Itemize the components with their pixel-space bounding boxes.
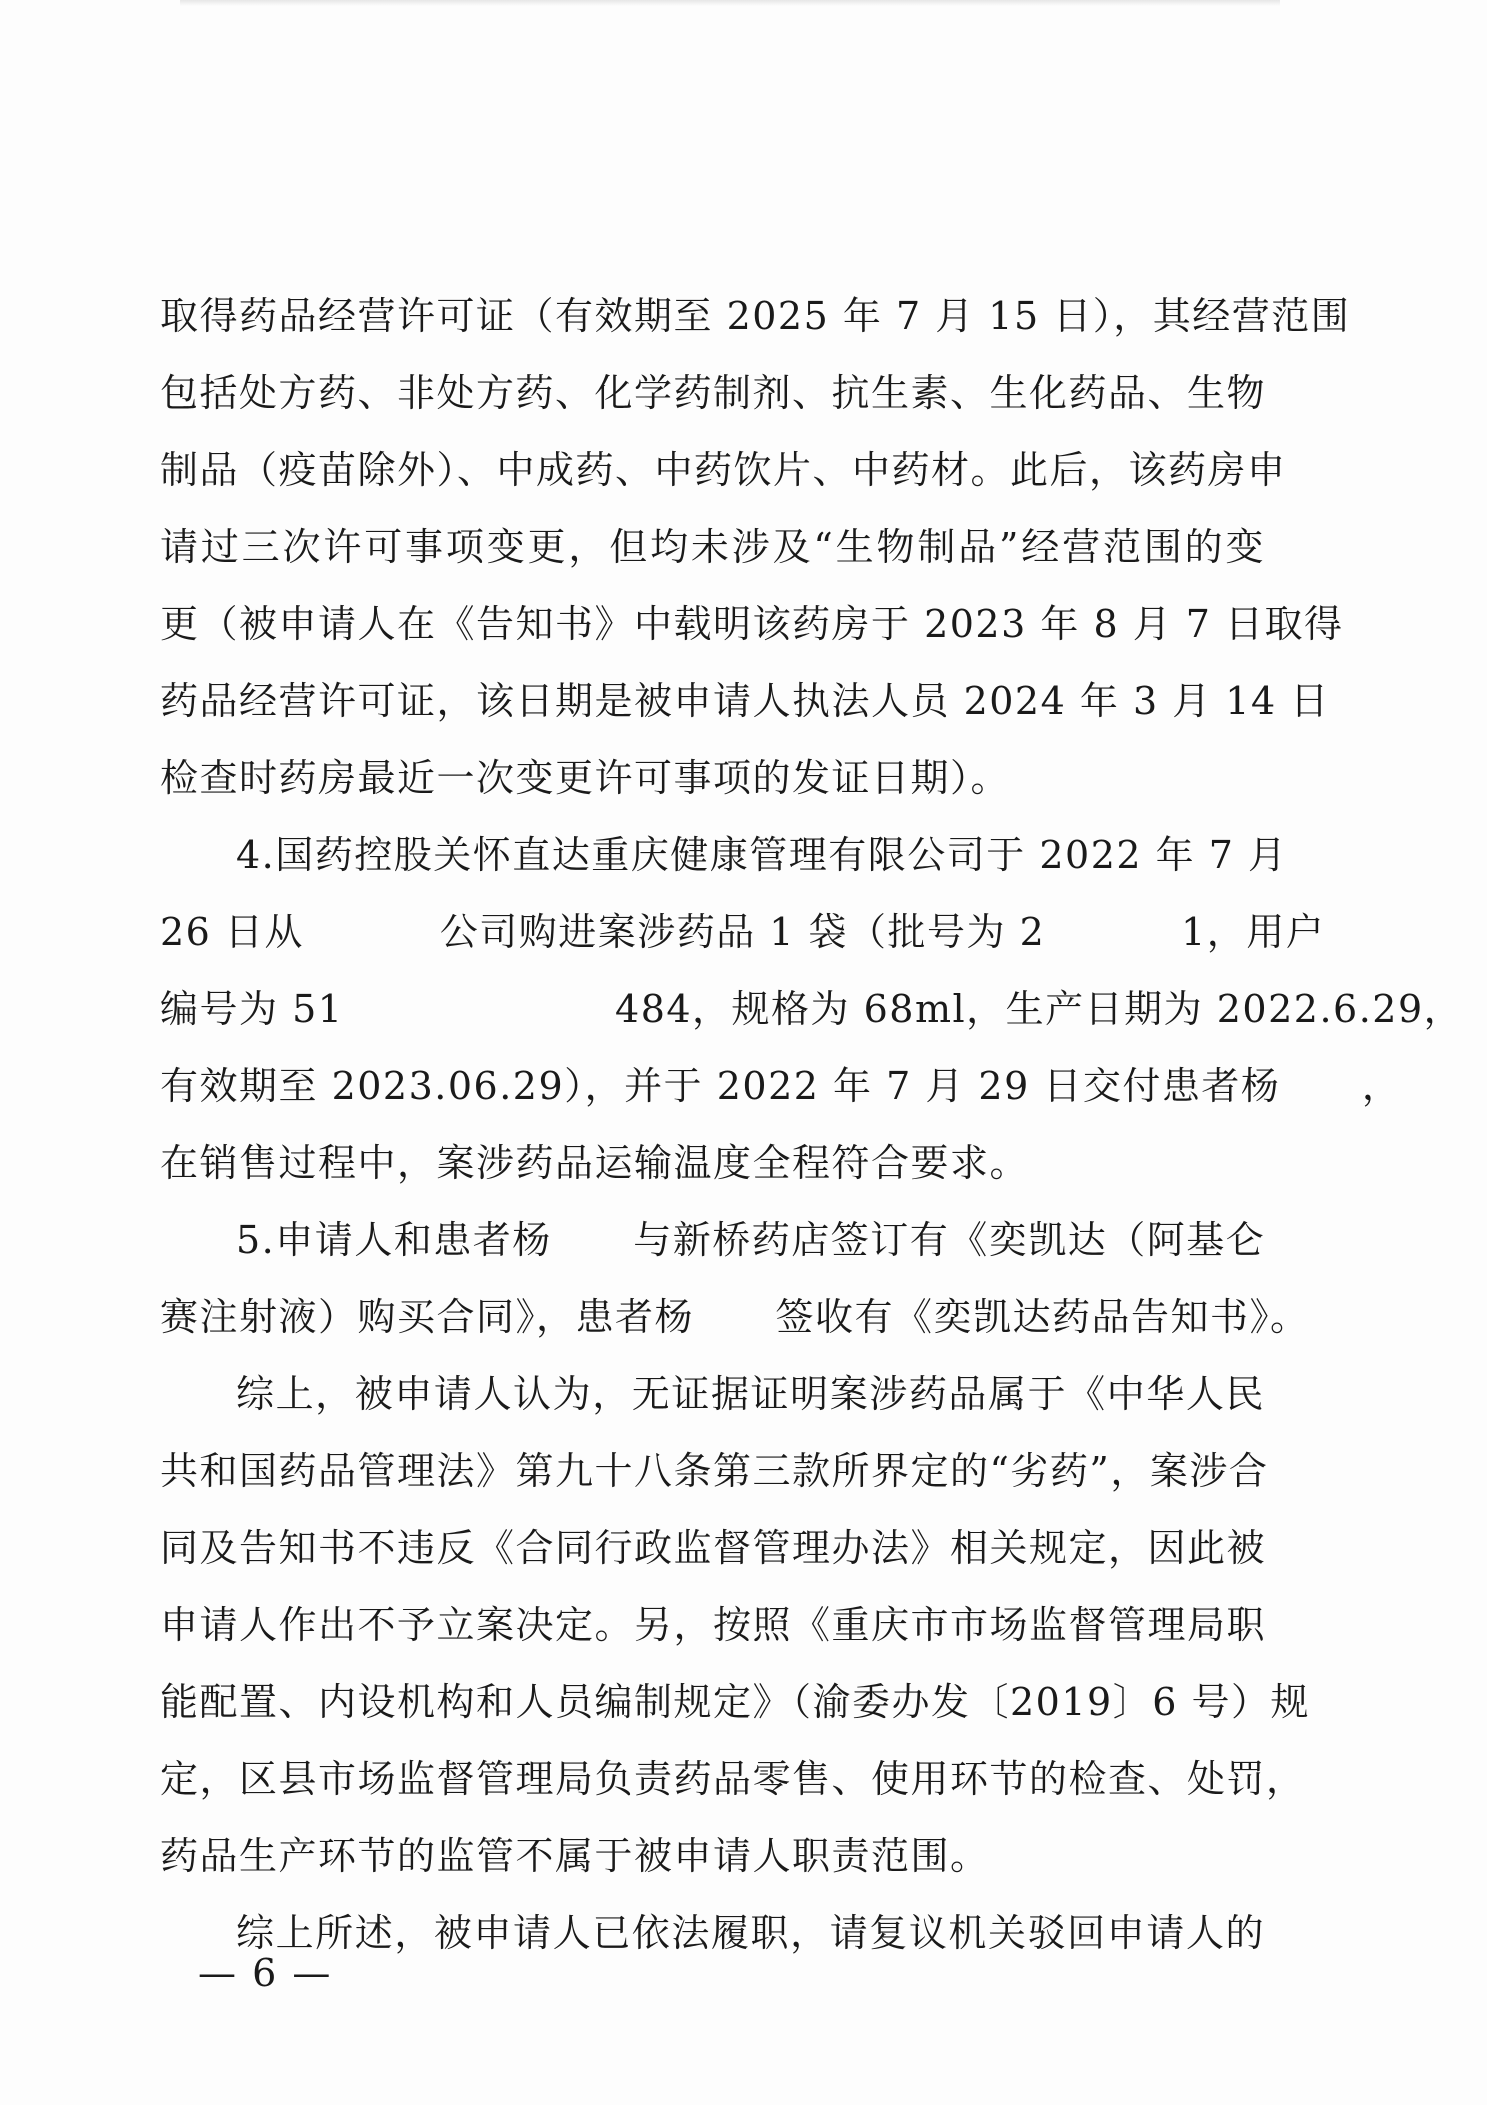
text-line: 有效期至 2023.06.29），并于 2022 年 7 月 29 日交付患者杨 ， — [160, 1064, 1402, 1108]
text-line: 药品经营许可证，该日期是被申请人执法人员 2024 年 3 月 14 日 — [160, 679, 1330, 723]
text-line: 26 日从 公司购进案涉药品 1 袋（批号为 2 1，用户 — [160, 910, 1326, 954]
scan-edge-shadow — [180, 0, 1280, 6]
text-line: 更（被申请人在《告知书》中载明该药房于 2023 年 8 月 7 日取得 — [160, 602, 1344, 646]
text-line: 药品生产环节的监管不属于被申请人职责范围。 — [160, 1834, 990, 1878]
text-line: 请过三次许可事项变更，但均未涉及“生物制品”经营范围的变 — [160, 525, 1265, 569]
document-body — [160, 278, 1464, 1972]
text-line: 能配置、内设机构和人员编制规定》（渝委办发〔2019〕6 号）规 — [160, 1680, 1310, 1724]
text-line: 共和国药品管理法》第九十八条第三款所界定的“劣药”，案涉合 — [160, 1449, 1269, 1493]
paragraph-start-line: 综上，被申请人认为，无证据证明案涉药品属于《中华人民 — [236, 1372, 1265, 1416]
text-line: 取得药品经营许可证（有效期至 2025 年 7 月 15 日），其经营范围 — [160, 294, 1351, 338]
page-number: — 6 — — [198, 1951, 333, 1995]
text-line: 申请人作出不予立案决定。另，按照《重庆市市场监督管理局职 — [160, 1603, 1267, 1647]
paragraph-start-line: 4.国药控股关怀直达重庆健康管理有限公司于 2022 年 7 月 — [236, 833, 1288, 877]
paragraph-start-line: 综上所述，被申请人已依法履职，请复议机关驳回申请人的 — [236, 1911, 1265, 1955]
text-line: 同及告知书不违反《合同行政监督管理办法》相关规定，因此被 — [160, 1526, 1267, 1570]
text-line: 在销售过程中，案涉药品运输温度全程符合要求。 — [160, 1141, 1030, 1185]
text-line: 编号为 51 484，规格为 68ml，生产日期为 2022.6.29， — [160, 987, 1464, 1031]
text-line: 赛注射液）购买合同》，患者杨 签收有《奕凯达药品告知书》。 — [160, 1295, 1310, 1339]
text-line: 定，区县市场监督管理局负责药品零售、使用环节的检查、处罚， — [160, 1757, 1306, 1801]
text-line: 检查时药房最近一次变更许可事项的发证日期）。 — [160, 756, 1011, 800]
paragraph-start-line: 5.申请人和患者杨 与新桥药店签订有《奕凯达（阿基仑 — [236, 1218, 1266, 1262]
text-line: 包括处方药、非处方药、化学药制剂、抗生素、生化药品、生物 — [160, 371, 1267, 415]
text-line: 制品（疫苗除外）、中成药、中药饮片、中药材。此后，该药房申 — [160, 448, 1287, 492]
